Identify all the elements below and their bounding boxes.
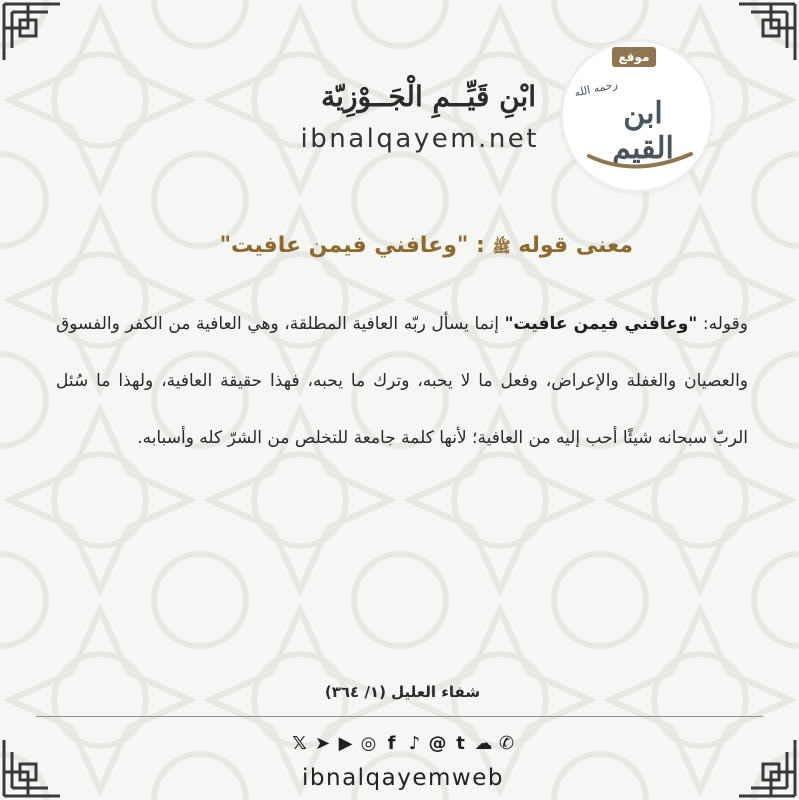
site-url: ibnalqayem.net [300,124,539,154]
source-citation: شفاء العليل (١/ ٣٦٤) [324,683,481,701]
article-body [56,296,748,467]
threads-icon[interactable]: @ [428,733,447,754]
facebook-icon[interactable]: f [387,733,396,754]
telegram-icon[interactable]: ➤ [314,733,331,754]
corner-ornament-top-left [0,0,70,70]
heading-main: معنى قوله [518,233,633,258]
site-name: ابْنِ قَيِّــمِ الْجَــوْزِيّة [321,80,536,113]
tiktok-icon[interactable]: ♪ [408,733,421,754]
whatsapp-icon[interactable]: ✆ [498,733,515,754]
body-intro: وقوله: [697,314,749,334]
honorific-icon: ﷺ [492,238,511,256]
logo-swoosh-icon [585,150,695,174]
x-icon[interactable]: 𝕏 [292,733,307,754]
footer-divider [36,716,763,717]
heading-quote: : "وعافني فيمن عافيت" [219,233,485,258]
body-rest: إنما يسأل ربّه العافية المطلقة، وهي العافية من الكفر والفسوق والعصيان والغفلة والإعراض، وفعل ما لا يحبه، وترك ما يحبه، فهذا حقيقة العافية، ولهذا ما سُئل الربّ سبحانه شيئًا أحب إليه من العافية؛ لأنها كلمة جامعة للتخلص من الشرّ كله وأسبابه. [56,314,748,448]
body-quote: "وعافني فيمن عافيت" [504,314,698,334]
corner-ornament-top-right [729,0,799,70]
footer-handle[interactable]: ibnalqayemweb [302,765,504,791]
corner-ornament-bottom-left [0,730,70,800]
tumblr-icon[interactable]: t [456,733,465,754]
social-links [268,727,538,761]
logo-tag: موقع [612,47,656,67]
corner-ornament-bottom-right [729,730,799,800]
youtube-icon[interactable]: ▶ [338,733,353,754]
logo-text: ابن القيم [612,96,674,166]
soundcloud-icon[interactable]: ☁ [474,733,493,754]
instagram-icon[interactable]: ◎ [360,733,377,754]
article-heading [110,233,633,260]
logo-subtitle: رحمه الله [573,77,619,100]
